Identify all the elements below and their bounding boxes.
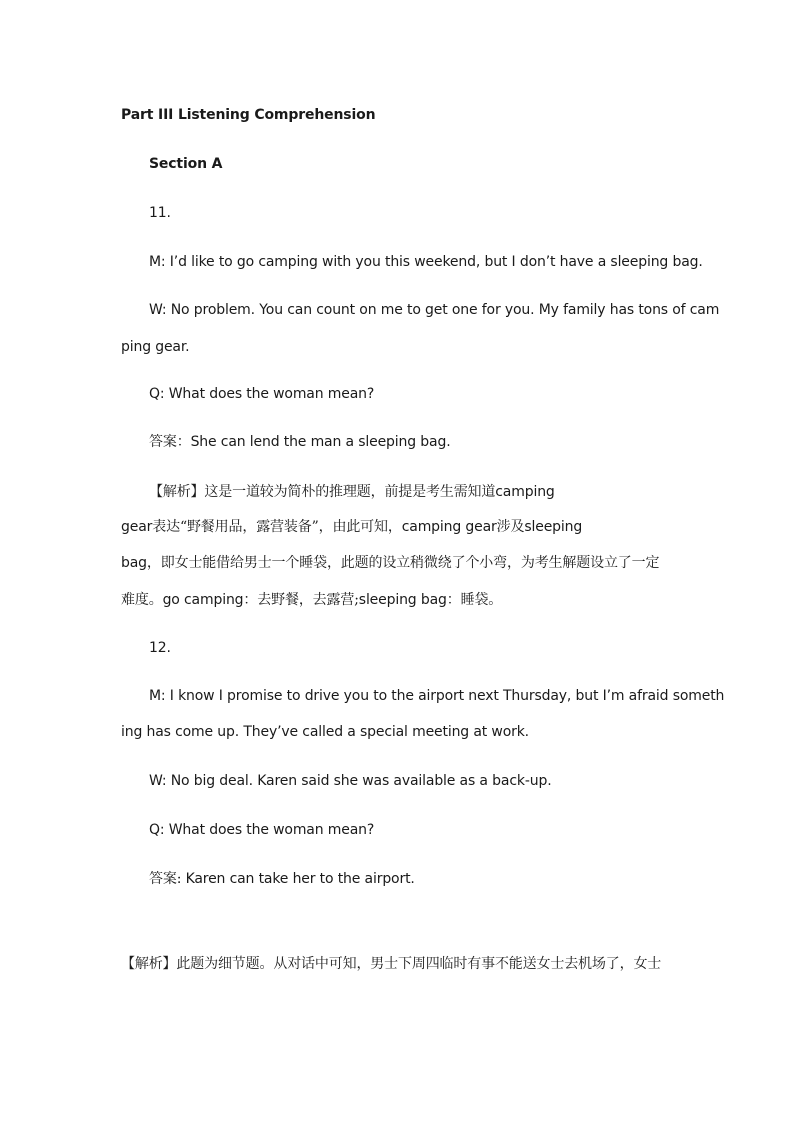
q12-question-line: Q: What does the woman mean? xyxy=(149,822,375,838)
analysis-term: camping gear xyxy=(401,519,497,535)
answer-label: 答案: xyxy=(149,871,182,887)
q11-question-line: Q: What does the woman mean? xyxy=(149,386,375,402)
analysis-text: ：去野餐，去露营; xyxy=(243,592,359,608)
q12-woman-line: W: No big deal. Karen said she was available as a back-up. xyxy=(149,773,552,789)
analysis-text: 涉及 xyxy=(496,519,525,535)
analysis-text: 【解析】这是一道较为简朴的推理题，前提是考生需知道 xyxy=(149,484,496,500)
question-12-number: 12. xyxy=(149,640,171,656)
analysis-term: sleeping xyxy=(524,519,583,535)
analysis-term: gear xyxy=(121,519,153,535)
part-heading: Part III Listening Comprehension xyxy=(121,107,376,123)
q11-man-line: M: I’d like to go camping with you this weekend, but I don’t have a sleeping bag. xyxy=(149,254,703,270)
q12-man-line-1: M: I know I promise to drive you to the airport next Thursday, but I’m afraid someth xyxy=(149,688,725,704)
q11-analysis-line-2 xyxy=(121,517,582,537)
q12-analysis-line-1: 【解析】此题为细节题。从对话中可知，男士下周四临时有事不能送女士去机场了，女士 xyxy=(121,956,662,972)
analysis-text: ：睡袋。 xyxy=(446,592,503,608)
answer-label: 答案： xyxy=(149,434,191,450)
q11-analysis-line-1 xyxy=(149,482,555,502)
analysis-term: sleeping bag xyxy=(358,592,447,608)
q12-answer-line xyxy=(149,869,415,889)
q11-woman-line-2: ping gear. xyxy=(121,339,190,355)
q11-analysis-line-3 xyxy=(121,553,659,573)
analysis-term: go camping xyxy=(162,592,244,608)
analysis-term: bag xyxy=(121,555,147,571)
answer-text: Karen can take her to the airport. xyxy=(181,871,415,887)
q11-analysis-line-4 xyxy=(121,590,502,610)
section-heading: Section A xyxy=(149,156,223,172)
analysis-text: 表达“野餐用品，露营装备”，由此可知， xyxy=(152,519,402,535)
answer-text: She can lend the man a sleeping bag. xyxy=(190,434,451,450)
q12-man-line-2: ing has come up. They’ve called a special meeting at work. xyxy=(121,724,529,740)
q11-answer-line xyxy=(149,432,451,452)
analysis-term: camping xyxy=(495,484,555,500)
analysis-text: ，即女士能借给男士一个睡袋，此题的设立稍微绕了个小弯，为考生解题设立了一定 xyxy=(146,555,660,571)
analysis-text: 难度。 xyxy=(121,592,163,608)
question-11-number: 11. xyxy=(149,205,171,221)
q11-woman-line-1: W: No problem. You can count on me to get one for you. My family has tons of cam xyxy=(149,302,720,318)
